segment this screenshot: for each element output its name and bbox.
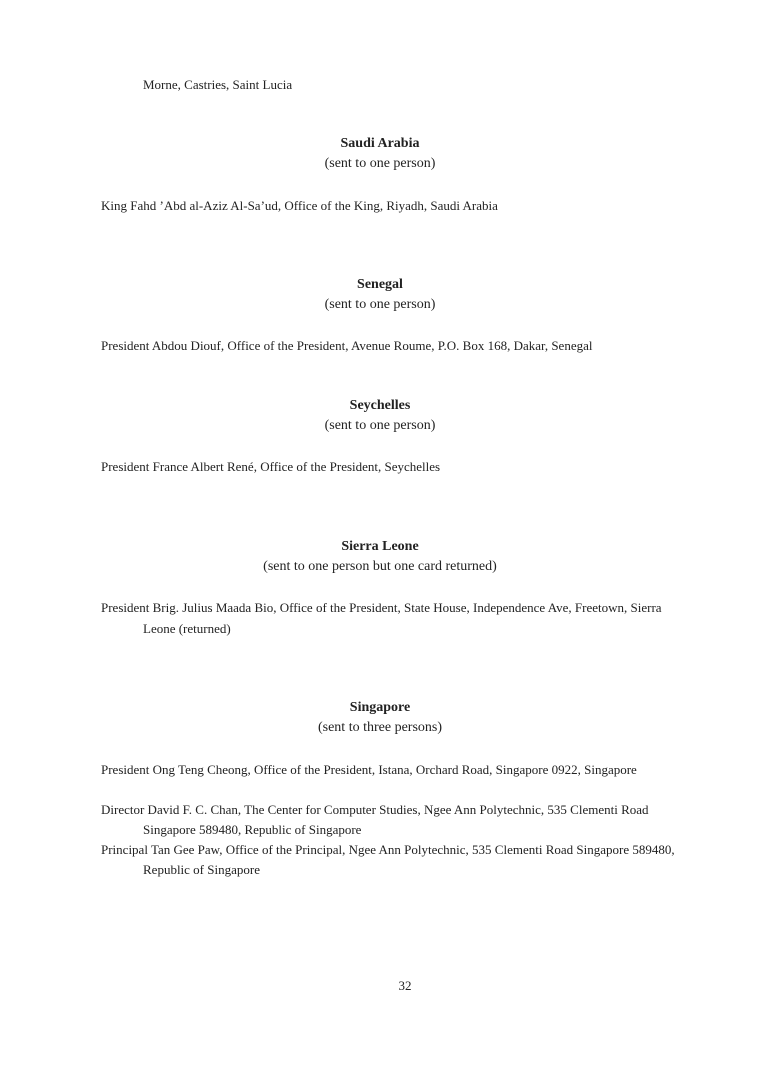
address-entry: President France Albert René, Office of the President, Seychelles (101, 459, 441, 474)
address-entry-continued: Leone (returned) (143, 621, 231, 636)
recipient-count-singapore: (sent to three persons) (317, 720, 443, 735)
recipient-count-saudi-arabia: (sent to one person) (324, 156, 436, 171)
address-entry: Principal Tan Gee Paw, Office of the Principal, Ngee Ann Polytechnic, 535 Clementi Road Singapore 589480, (101, 842, 675, 857)
address-entry: President Abdou Diouf, Office of the President, Avenue Roume, P.O. Box 168, Dakar, Senegal (101, 338, 593, 353)
recipient-count-seychelles: (sent to one person) (324, 418, 436, 433)
country-heading-saudi-arabia: Saudi Arabia (340, 136, 420, 151)
address-entry: King Fahd ’Abd al-Aziz Al-Sa’ud, Office of the King, Riyadh, Saudi Arabia (101, 198, 498, 213)
country-heading-seychelles: Seychelles (349, 398, 411, 413)
recipient-count-senegal: (sent to one person) (324, 297, 436, 312)
address-entry-continued: Singapore 589480, Republic of Singapore (143, 822, 362, 837)
address-entry-continued: Republic of Singapore (143, 862, 260, 877)
address-entry: President Ong Teng Cheong, Office of the President, Istana, Orchard Road, Singapore 0922, Singapore (101, 762, 637, 777)
country-heading-senegal: Senegal (357, 277, 403, 292)
address-entry: President Brig. Julius Maada Bio, Office of the President, State House, Independence Ave, Freetown, Sierra (101, 600, 662, 615)
carryover-address: Morne, Castries, Saint Lucia (143, 77, 293, 92)
recipient-count-sierra-leone: (sent to one person but one card returned) (263, 559, 497, 574)
country-heading-singapore: Singapore (349, 700, 411, 715)
page-number: 32 (398, 978, 412, 993)
country-heading-sierra-leone: Sierra Leone (341, 539, 419, 554)
address-entry: Director David F. C. Chan, The Center for Computer Studies, Ngee Ann Polytechnic, 535 Clementi Road (101, 802, 649, 817)
